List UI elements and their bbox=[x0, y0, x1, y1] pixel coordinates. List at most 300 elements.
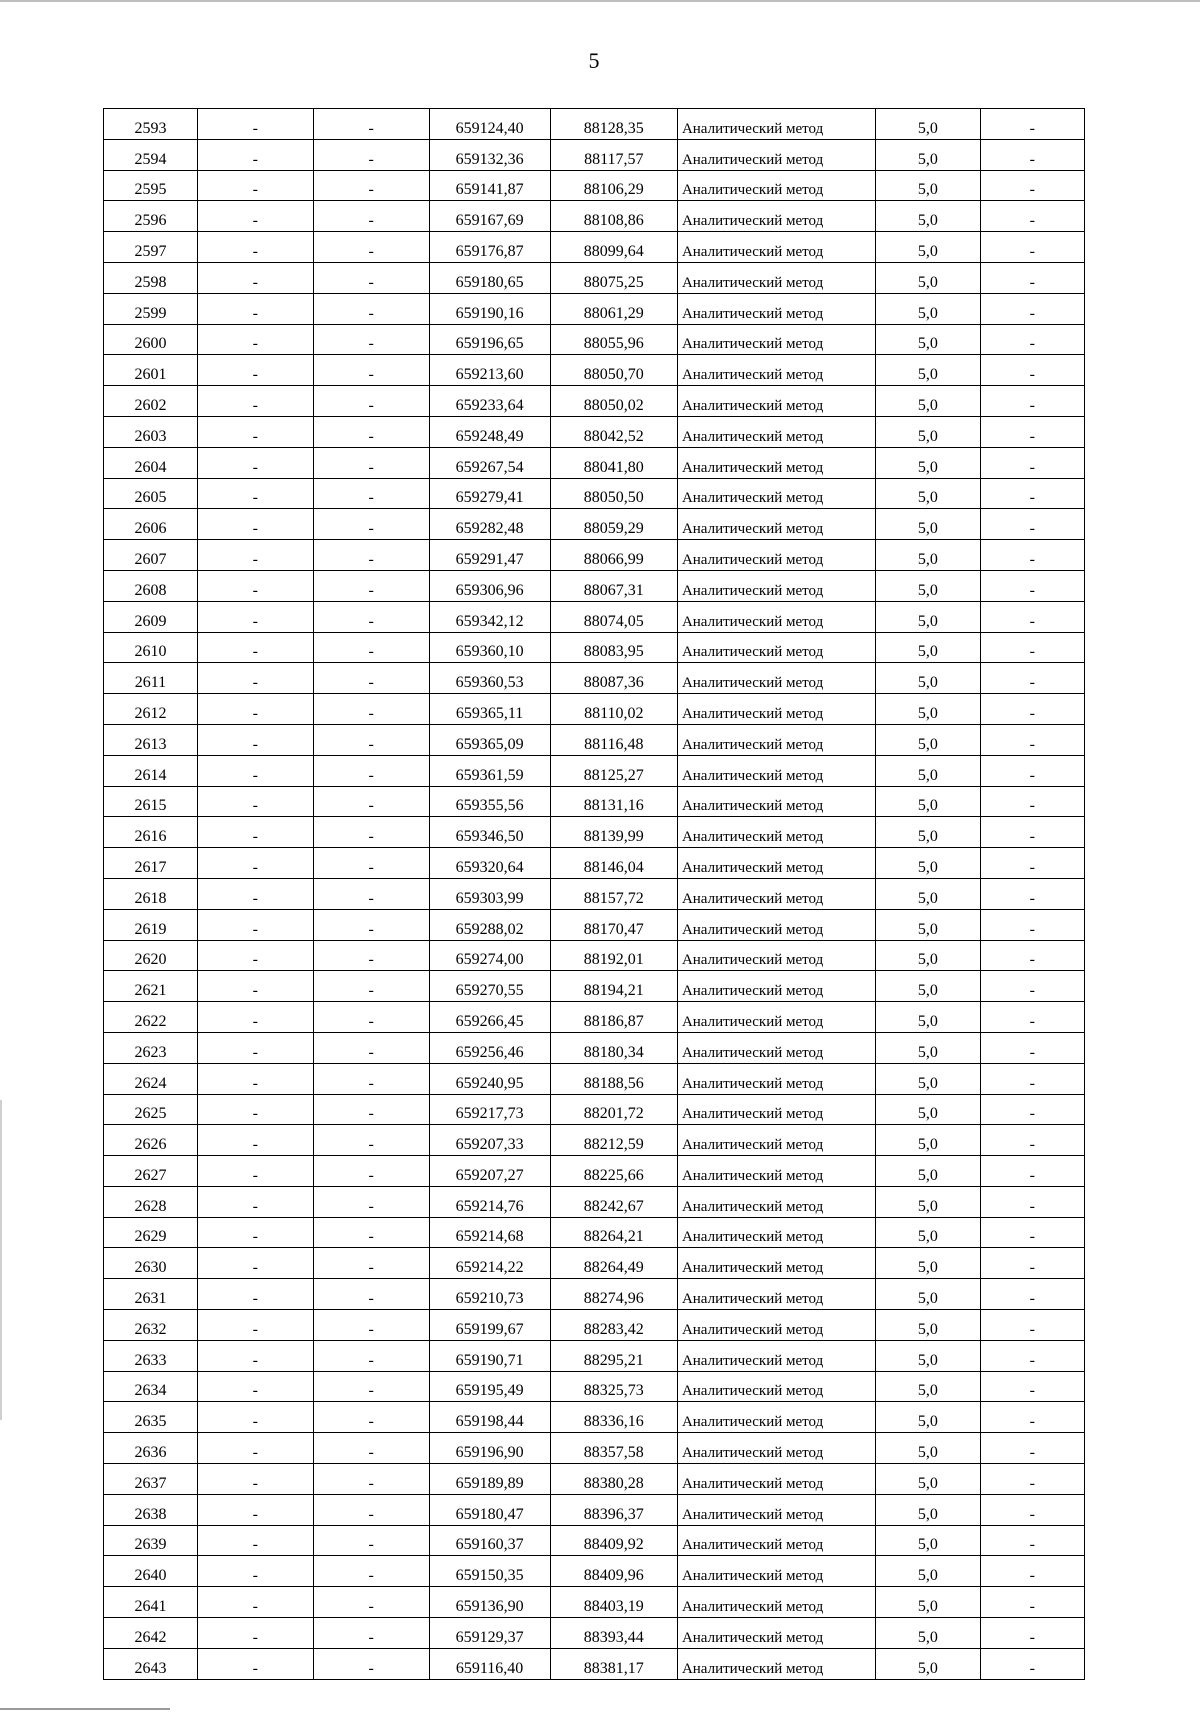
cell-dash-b-cell: - bbox=[313, 1156, 429, 1187]
accuracy-cell: 5,0 bbox=[876, 447, 980, 478]
point-number-cell: 2622 bbox=[104, 1002, 198, 1033]
accuracy-cell: 5,0 bbox=[876, 755, 980, 786]
coord-y-cell: 88125,27 bbox=[550, 755, 677, 786]
accuracy-cell: 5,0 bbox=[876, 1217, 980, 1248]
cell-dash-a-cell: - bbox=[197, 570, 313, 601]
point-number-cell: 2608 bbox=[104, 570, 198, 601]
coord-y-cell: 88074,05 bbox=[550, 601, 677, 632]
point-number-cell: 2600 bbox=[104, 324, 198, 355]
cell-dash-a-cell: - bbox=[197, 262, 313, 293]
cell-dash-b-cell: - bbox=[313, 1002, 429, 1033]
cell-dash-b-cell: - bbox=[313, 293, 429, 324]
table-row bbox=[104, 817, 1085, 848]
table-row bbox=[104, 509, 1085, 540]
coordinates-table bbox=[103, 108, 1085, 1680]
cell-dash-c-cell: - bbox=[980, 1464, 1084, 1495]
coord-y-cell: 88295,21 bbox=[550, 1340, 677, 1371]
point-number-cell: 2605 bbox=[104, 478, 198, 509]
cell-dash-b-cell: - bbox=[313, 570, 429, 601]
table-row bbox=[104, 386, 1085, 417]
point-number-cell: 2611 bbox=[104, 663, 198, 694]
method-cell: Аналитический метод bbox=[677, 355, 875, 386]
cell-dash-c-cell: - bbox=[980, 201, 1084, 232]
cell-dash-b-cell: - bbox=[313, 1618, 429, 1649]
table-row bbox=[104, 1310, 1085, 1341]
accuracy-cell: 5,0 bbox=[876, 540, 980, 571]
point-number-cell: 2638 bbox=[104, 1494, 198, 1525]
method-cell: Аналитический метод bbox=[677, 1402, 875, 1433]
accuracy-cell: 5,0 bbox=[876, 1279, 980, 1310]
point-number-cell: 2607 bbox=[104, 540, 198, 571]
method-cell: Аналитический метод bbox=[677, 1248, 875, 1279]
cell-dash-a-cell: - bbox=[197, 786, 313, 817]
method-cell: Аналитический метод bbox=[677, 509, 875, 540]
cell-dash-a-cell: - bbox=[197, 1156, 313, 1187]
point-number-cell: 2617 bbox=[104, 848, 198, 879]
accuracy-cell: 5,0 bbox=[876, 109, 980, 140]
coord-x-cell: 659167,69 bbox=[429, 201, 550, 232]
cell-dash-b-cell: - bbox=[313, 170, 429, 201]
cell-dash-a-cell: - bbox=[197, 540, 313, 571]
accuracy-cell: 5,0 bbox=[876, 509, 980, 540]
coord-y-cell: 88055,96 bbox=[550, 324, 677, 355]
cell-dash-a-cell: - bbox=[197, 878, 313, 909]
cell-dash-c-cell: - bbox=[980, 909, 1084, 940]
table-row bbox=[104, 1032, 1085, 1063]
accuracy-cell: 5,0 bbox=[876, 1063, 980, 1094]
cell-dash-a-cell: - bbox=[197, 1587, 313, 1618]
coord-y-cell: 88066,99 bbox=[550, 540, 677, 571]
coord-y-cell: 88059,29 bbox=[550, 509, 677, 540]
cell-dash-a-cell: - bbox=[197, 1494, 313, 1525]
accuracy-cell: 5,0 bbox=[876, 201, 980, 232]
cell-dash-a-cell: - bbox=[197, 1464, 313, 1495]
cell-dash-a-cell: - bbox=[197, 1186, 313, 1217]
table-body bbox=[104, 109, 1085, 1680]
method-cell: Аналитический метод bbox=[677, 1494, 875, 1525]
coord-x-cell: 659136,90 bbox=[429, 1587, 550, 1618]
table-row bbox=[104, 724, 1085, 755]
point-number-cell: 2612 bbox=[104, 694, 198, 725]
coord-y-cell: 88180,34 bbox=[550, 1032, 677, 1063]
cell-dash-b-cell: - bbox=[313, 1556, 429, 1587]
cell-dash-a-cell: - bbox=[197, 1340, 313, 1371]
coord-y-cell: 88139,99 bbox=[550, 817, 677, 848]
method-cell: Аналитический метод bbox=[677, 1371, 875, 1402]
cell-dash-a-cell: - bbox=[197, 632, 313, 663]
table-row bbox=[104, 1186, 1085, 1217]
coord-y-cell: 88186,87 bbox=[550, 1002, 677, 1033]
point-number-cell: 2643 bbox=[104, 1648, 198, 1679]
cell-dash-c-cell: - bbox=[980, 1371, 1084, 1402]
method-cell: Аналитический метод bbox=[677, 1125, 875, 1156]
method-cell: Аналитический метод bbox=[677, 909, 875, 940]
accuracy-cell: 5,0 bbox=[876, 355, 980, 386]
coord-x-cell: 659365,09 bbox=[429, 724, 550, 755]
table-row bbox=[104, 355, 1085, 386]
cell-dash-c-cell: - bbox=[980, 940, 1084, 971]
method-cell: Аналитический метод bbox=[677, 1587, 875, 1618]
cell-dash-c-cell: - bbox=[980, 109, 1084, 140]
method-cell: Аналитический метод bbox=[677, 601, 875, 632]
coord-x-cell: 659199,67 bbox=[429, 1310, 550, 1341]
table-row bbox=[104, 1464, 1085, 1495]
coord-y-cell: 88050,02 bbox=[550, 386, 677, 417]
cell-dash-c-cell: - bbox=[980, 878, 1084, 909]
coord-y-cell: 88170,47 bbox=[550, 909, 677, 940]
method-cell: Аналитический метод bbox=[677, 262, 875, 293]
point-number-cell: 2603 bbox=[104, 416, 198, 447]
cell-dash-b-cell: - bbox=[313, 201, 429, 232]
coord-y-cell: 88264,49 bbox=[550, 1248, 677, 1279]
cell-dash-b-cell: - bbox=[313, 1340, 429, 1371]
coord-x-cell: 659190,71 bbox=[429, 1340, 550, 1371]
point-number-cell: 2621 bbox=[104, 971, 198, 1002]
cell-dash-a-cell: - bbox=[197, 1279, 313, 1310]
cell-dash-b-cell: - bbox=[313, 755, 429, 786]
table-row bbox=[104, 1494, 1085, 1525]
coord-x-cell: 659266,45 bbox=[429, 1002, 550, 1033]
point-number-cell: 2641 bbox=[104, 1587, 198, 1618]
cell-dash-a-cell: - bbox=[197, 1525, 313, 1556]
table-row bbox=[104, 1525, 1085, 1556]
coord-y-cell: 88067,31 bbox=[550, 570, 677, 601]
coord-x-cell: 659306,96 bbox=[429, 570, 550, 601]
table-row bbox=[104, 1402, 1085, 1433]
coord-x-cell: 659124,40 bbox=[429, 109, 550, 140]
point-number-cell: 2640 bbox=[104, 1556, 198, 1587]
cell-dash-a-cell: - bbox=[197, 293, 313, 324]
cell-dash-a-cell: - bbox=[197, 663, 313, 694]
point-number-cell: 2594 bbox=[104, 139, 198, 170]
accuracy-cell: 5,0 bbox=[876, 324, 980, 355]
table-row bbox=[104, 1371, 1085, 1402]
method-cell: Аналитический метод bbox=[677, 1556, 875, 1587]
point-number-cell: 2602 bbox=[104, 386, 198, 417]
table-row bbox=[104, 663, 1085, 694]
coord-y-cell: 88242,67 bbox=[550, 1186, 677, 1217]
table-row bbox=[104, 540, 1085, 571]
cell-dash-a-cell: - bbox=[197, 386, 313, 417]
cell-dash-c-cell: - bbox=[980, 1002, 1084, 1033]
cell-dash-b-cell: - bbox=[313, 232, 429, 263]
method-cell: Аналитический метод bbox=[677, 817, 875, 848]
coord-x-cell: 659132,36 bbox=[429, 139, 550, 170]
table-row bbox=[104, 1556, 1085, 1587]
coord-y-cell: 88225,66 bbox=[550, 1156, 677, 1187]
coord-x-cell: 659217,73 bbox=[429, 1094, 550, 1125]
cell-dash-b-cell: - bbox=[313, 386, 429, 417]
table-row bbox=[104, 1587, 1085, 1618]
point-number-cell: 2635 bbox=[104, 1402, 198, 1433]
cell-dash-c-cell: - bbox=[980, 478, 1084, 509]
coord-x-cell: 659116,40 bbox=[429, 1648, 550, 1679]
cell-dash-c-cell: - bbox=[980, 1618, 1084, 1649]
point-number-cell: 2637 bbox=[104, 1464, 198, 1495]
cell-dash-b-cell: - bbox=[313, 1310, 429, 1341]
point-number-cell: 2610 bbox=[104, 632, 198, 663]
accuracy-cell: 5,0 bbox=[876, 1587, 980, 1618]
coord-x-cell: 659160,37 bbox=[429, 1525, 550, 1556]
coord-y-cell: 88050,70 bbox=[550, 355, 677, 386]
cell-dash-c-cell: - bbox=[980, 1217, 1084, 1248]
method-cell: Аналитический метод bbox=[677, 632, 875, 663]
table-row bbox=[104, 1063, 1085, 1094]
point-number-cell: 2627 bbox=[104, 1156, 198, 1187]
cell-dash-c-cell: - bbox=[980, 694, 1084, 725]
coord-y-cell: 88087,36 bbox=[550, 663, 677, 694]
cell-dash-c-cell: - bbox=[980, 170, 1084, 201]
cell-dash-b-cell: - bbox=[313, 909, 429, 940]
accuracy-cell: 5,0 bbox=[876, 601, 980, 632]
coord-y-cell: 88128,35 bbox=[550, 109, 677, 140]
coord-x-cell: 659176,87 bbox=[429, 232, 550, 263]
cell-dash-c-cell: - bbox=[980, 1248, 1084, 1279]
coord-x-cell: 659355,56 bbox=[429, 786, 550, 817]
point-number-cell: 2606 bbox=[104, 509, 198, 540]
coord-x-cell: 659303,99 bbox=[429, 878, 550, 909]
coord-y-cell: 88212,59 bbox=[550, 1125, 677, 1156]
cell-dash-b-cell: - bbox=[313, 1371, 429, 1402]
cell-dash-b-cell: - bbox=[313, 509, 429, 540]
point-number-cell: 2599 bbox=[104, 293, 198, 324]
cell-dash-a-cell: - bbox=[197, 447, 313, 478]
table-row bbox=[104, 848, 1085, 879]
point-number-cell: 2593 bbox=[104, 109, 198, 140]
coord-x-cell: 659180,47 bbox=[429, 1494, 550, 1525]
coord-x-cell: 659150,35 bbox=[429, 1556, 550, 1587]
cell-dash-b-cell: - bbox=[313, 971, 429, 1002]
table-row bbox=[104, 324, 1085, 355]
accuracy-cell: 5,0 bbox=[876, 909, 980, 940]
table-row bbox=[104, 570, 1085, 601]
table-row bbox=[104, 1618, 1085, 1649]
coord-x-cell: 659282,48 bbox=[429, 509, 550, 540]
table-row bbox=[104, 478, 1085, 509]
coord-x-cell: 659256,46 bbox=[429, 1032, 550, 1063]
coord-x-cell: 659288,02 bbox=[429, 909, 550, 940]
accuracy-cell: 5,0 bbox=[876, 1525, 980, 1556]
point-number-cell: 2618 bbox=[104, 878, 198, 909]
cell-dash-b-cell: - bbox=[313, 139, 429, 170]
cell-dash-a-cell: - bbox=[197, 1433, 313, 1464]
cell-dash-b-cell: - bbox=[313, 1402, 429, 1433]
cell-dash-a-cell: - bbox=[197, 817, 313, 848]
method-cell: Аналитический метод bbox=[677, 1310, 875, 1341]
method-cell: Аналитический метод bbox=[677, 540, 875, 571]
cell-dash-c-cell: - bbox=[980, 293, 1084, 324]
table-row bbox=[104, 940, 1085, 971]
cell-dash-c-cell: - bbox=[980, 1402, 1084, 1433]
coord-y-cell: 88099,64 bbox=[550, 232, 677, 263]
coord-y-cell: 88201,72 bbox=[550, 1094, 677, 1125]
accuracy-cell: 5,0 bbox=[876, 1156, 980, 1187]
cell-dash-c-cell: - bbox=[980, 447, 1084, 478]
coord-y-cell: 88108,86 bbox=[550, 201, 677, 232]
cell-dash-c-cell: - bbox=[980, 632, 1084, 663]
cell-dash-a-cell: - bbox=[197, 1032, 313, 1063]
method-cell: Аналитический метод bbox=[677, 878, 875, 909]
method-cell: Аналитический метод bbox=[677, 848, 875, 879]
cell-dash-c-cell: - bbox=[980, 1556, 1084, 1587]
coord-y-cell: 88381,17 bbox=[550, 1648, 677, 1679]
coord-x-cell: 659190,16 bbox=[429, 293, 550, 324]
table-row bbox=[104, 1125, 1085, 1156]
coord-x-cell: 659207,33 bbox=[429, 1125, 550, 1156]
table-row bbox=[104, 293, 1085, 324]
method-cell: Аналитический метод bbox=[677, 570, 875, 601]
cell-dash-b-cell: - bbox=[313, 601, 429, 632]
table-row bbox=[104, 601, 1085, 632]
accuracy-cell: 5,0 bbox=[876, 293, 980, 324]
table-row bbox=[104, 1002, 1085, 1033]
table-row bbox=[104, 262, 1085, 293]
cell-dash-c-cell: - bbox=[980, 663, 1084, 694]
point-number-cell: 2615 bbox=[104, 786, 198, 817]
point-number-cell: 2632 bbox=[104, 1310, 198, 1341]
cell-dash-b-cell: - bbox=[313, 262, 429, 293]
point-number-cell: 2634 bbox=[104, 1371, 198, 1402]
point-number-cell: 2604 bbox=[104, 447, 198, 478]
coord-y-cell: 88194,21 bbox=[550, 971, 677, 1002]
coord-x-cell: 659214,68 bbox=[429, 1217, 550, 1248]
coord-x-cell: 659240,95 bbox=[429, 1063, 550, 1094]
coord-y-cell: 88409,92 bbox=[550, 1525, 677, 1556]
cell-dash-b-cell: - bbox=[313, 1587, 429, 1618]
cell-dash-b-cell: - bbox=[313, 1248, 429, 1279]
cell-dash-c-cell: - bbox=[980, 724, 1084, 755]
method-cell: Аналитический метод bbox=[677, 1032, 875, 1063]
accuracy-cell: 5,0 bbox=[876, 1402, 980, 1433]
accuracy-cell: 5,0 bbox=[876, 1125, 980, 1156]
coord-x-cell: 659248,49 bbox=[429, 416, 550, 447]
coord-y-cell: 88192,01 bbox=[550, 940, 677, 971]
cell-dash-b-cell: - bbox=[313, 1094, 429, 1125]
method-cell: Аналитический метод bbox=[677, 170, 875, 201]
table-row bbox=[104, 632, 1085, 663]
coord-y-cell: 88042,52 bbox=[550, 416, 677, 447]
point-number-cell: 2624 bbox=[104, 1063, 198, 1094]
cell-dash-a-cell: - bbox=[197, 1094, 313, 1125]
method-cell: Аналитический метод bbox=[677, 1618, 875, 1649]
coord-y-cell: 88396,37 bbox=[550, 1494, 677, 1525]
accuracy-cell: 5,0 bbox=[876, 232, 980, 263]
method-cell: Аналитический метод bbox=[677, 416, 875, 447]
cell-dash-c-cell: - bbox=[980, 139, 1084, 170]
accuracy-cell: 5,0 bbox=[876, 570, 980, 601]
cell-dash-a-cell: - bbox=[197, 1310, 313, 1341]
table-row bbox=[104, 1340, 1085, 1371]
cell-dash-c-cell: - bbox=[980, 601, 1084, 632]
point-number-cell: 2620 bbox=[104, 940, 198, 971]
table-row bbox=[104, 139, 1085, 170]
point-number-cell: 2596 bbox=[104, 201, 198, 232]
cell-dash-b-cell: - bbox=[313, 1032, 429, 1063]
cell-dash-b-cell: - bbox=[313, 1217, 429, 1248]
accuracy-cell: 5,0 bbox=[876, 940, 980, 971]
cell-dash-c-cell: - bbox=[980, 570, 1084, 601]
coord-y-cell: 88325,73 bbox=[550, 1371, 677, 1402]
table-row bbox=[104, 416, 1085, 447]
cell-dash-b-cell: - bbox=[313, 1125, 429, 1156]
cell-dash-c-cell: - bbox=[980, 1587, 1084, 1618]
cell-dash-c-cell: - bbox=[980, 1063, 1084, 1094]
coord-y-cell: 88110,02 bbox=[550, 694, 677, 725]
point-number-cell: 2619 bbox=[104, 909, 198, 940]
accuracy-cell: 5,0 bbox=[876, 170, 980, 201]
method-cell: Аналитический метод bbox=[677, 786, 875, 817]
cell-dash-c-cell: - bbox=[980, 386, 1084, 417]
point-number-cell: 2601 bbox=[104, 355, 198, 386]
coord-x-cell: 659195,49 bbox=[429, 1371, 550, 1402]
coord-y-cell: 88146,04 bbox=[550, 848, 677, 879]
coord-x-cell: 659129,37 bbox=[429, 1618, 550, 1649]
coord-x-cell: 659346,50 bbox=[429, 817, 550, 848]
method-cell: Аналитический метод bbox=[677, 1433, 875, 1464]
cell-dash-a-cell: - bbox=[197, 324, 313, 355]
cell-dash-a-cell: - bbox=[197, 1556, 313, 1587]
coord-y-cell: 88274,96 bbox=[550, 1279, 677, 1310]
method-cell: Аналитический метод bbox=[677, 1156, 875, 1187]
point-number-cell: 2642 bbox=[104, 1618, 198, 1649]
table-row bbox=[104, 1433, 1085, 1464]
accuracy-cell: 5,0 bbox=[876, 878, 980, 909]
coord-y-cell: 88393,44 bbox=[550, 1618, 677, 1649]
coord-x-cell: 659214,22 bbox=[429, 1248, 550, 1279]
point-number-cell: 2609 bbox=[104, 601, 198, 632]
cell-dash-c-cell: - bbox=[980, 817, 1084, 848]
coord-x-cell: 659270,55 bbox=[429, 971, 550, 1002]
coord-x-cell: 659213,60 bbox=[429, 355, 550, 386]
table-row bbox=[104, 1217, 1085, 1248]
point-number-cell: 2616 bbox=[104, 817, 198, 848]
cell-dash-c-cell: - bbox=[980, 1494, 1084, 1525]
cell-dash-c-cell: - bbox=[980, 509, 1084, 540]
cell-dash-b-cell: - bbox=[313, 724, 429, 755]
cell-dash-c-cell: - bbox=[980, 232, 1084, 263]
cell-dash-a-cell: - bbox=[197, 1402, 313, 1433]
cell-dash-a-cell: - bbox=[197, 848, 313, 879]
method-cell: Аналитический метод bbox=[677, 1217, 875, 1248]
method-cell: Аналитический метод bbox=[677, 1186, 875, 1217]
cell-dash-b-cell: - bbox=[313, 817, 429, 848]
table-row bbox=[104, 1156, 1085, 1187]
point-number-cell: 2597 bbox=[104, 232, 198, 263]
table-row bbox=[104, 1094, 1085, 1125]
cell-dash-b-cell: - bbox=[313, 416, 429, 447]
accuracy-cell: 5,0 bbox=[876, 1648, 980, 1679]
cell-dash-b-cell: - bbox=[313, 1464, 429, 1495]
point-number-cell: 2614 bbox=[104, 755, 198, 786]
point-number-cell: 2623 bbox=[104, 1032, 198, 1063]
method-cell: Аналитический метод bbox=[677, 1094, 875, 1125]
cell-dash-b-cell: - bbox=[313, 940, 429, 971]
coord-y-cell: 88061,29 bbox=[550, 293, 677, 324]
coord-x-cell: 659365,11 bbox=[429, 694, 550, 725]
cell-dash-c-cell: - bbox=[980, 540, 1084, 571]
cell-dash-c-cell: - bbox=[980, 1094, 1084, 1125]
coord-x-cell: 659267,54 bbox=[429, 447, 550, 478]
cell-dash-c-cell: - bbox=[980, 1648, 1084, 1679]
table-row bbox=[104, 109, 1085, 140]
coord-x-cell: 659189,89 bbox=[429, 1464, 550, 1495]
cell-dash-b-cell: - bbox=[313, 447, 429, 478]
accuracy-cell: 5,0 bbox=[876, 971, 980, 1002]
scan-edge-left bbox=[0, 1100, 2, 1420]
cell-dash-b-cell: - bbox=[313, 1186, 429, 1217]
point-number-cell: 2630 bbox=[104, 1248, 198, 1279]
cell-dash-b-cell: - bbox=[313, 848, 429, 879]
